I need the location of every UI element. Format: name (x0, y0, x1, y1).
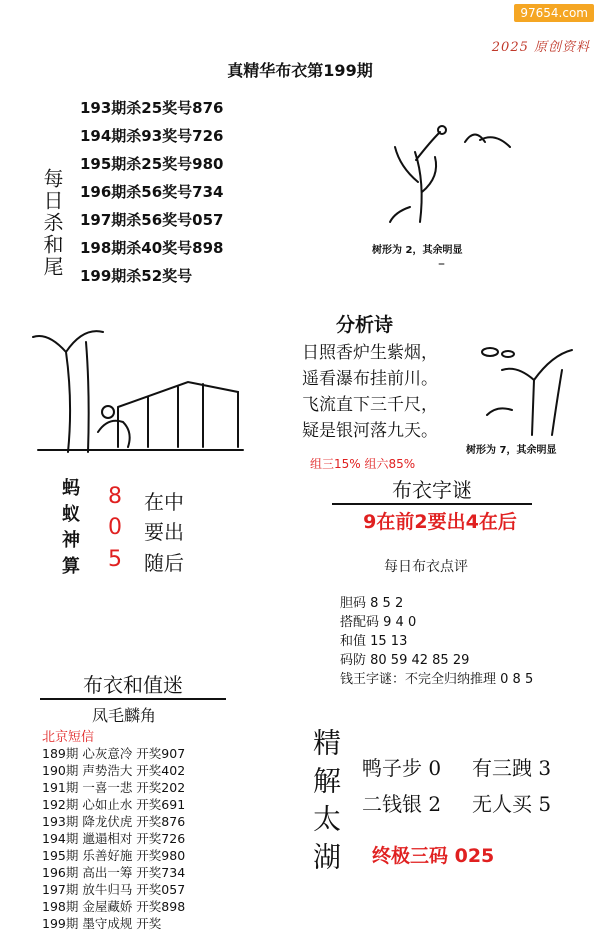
history-row: 189期 心灰意冷 开奖907 (42, 746, 186, 761)
poem-line: 飞流直下三千尺， (302, 395, 438, 415)
history-row: 192期 心如止水 开奖691 (42, 797, 186, 812)
history-row: 197期 放牛归马 开奖057 (42, 882, 186, 897)
ant-number: 0 (108, 515, 122, 540)
tree-caption-1: 树形为 2，其余明显 (372, 245, 463, 256)
tree-sketch-1 (380, 112, 520, 232)
tree-caption-1-mark: – (438, 256, 445, 272)
history-row: 198期 金屋藏娇 开奖898 (42, 899, 186, 914)
review-title: 每日布衣点评 (384, 559, 468, 575)
review-line: 搭配码 9 4 0 (340, 615, 417, 630)
kill-line: 196期杀56奖号734 (80, 183, 224, 201)
ant-label: 算 (62, 556, 80, 577)
sum-riddle-title: 布衣和值迷 (40, 669, 226, 700)
history-row: 199期 墨守成规 开奖 (42, 916, 162, 931)
pair-item: 有三跩 3 (472, 756, 552, 780)
poem-line: 日照香炉生紫烟， (302, 343, 438, 363)
ant-number: 5 (108, 547, 122, 572)
history-row: 191期 一喜一悲 开奖202 (42, 780, 186, 795)
kill-line: 197期杀56奖号057 (80, 211, 224, 229)
ant-label: 蚁 (62, 504, 80, 525)
ant-label: 神 (62, 530, 80, 551)
jing-label: 精解太湖 (309, 728, 342, 880)
ant-number: 8 (108, 484, 122, 509)
ant-text: 在中 (144, 490, 184, 514)
riddle-line: 9在前2要出4在后 (363, 511, 517, 533)
history-row: 195期 乐善好施 开奖980 (42, 848, 186, 863)
history-row: 190期 声势浩大 开奖402 (42, 763, 186, 778)
farm-sketch (28, 322, 248, 462)
site-badge[interactable]: 97654.com (514, 4, 594, 22)
ant-text: 随后 (144, 551, 184, 575)
pair-item: 二钱银 2 (362, 792, 442, 816)
poem-line: 疑是银河落九天。 (302, 421, 438, 441)
tree-caption-2: 树形为 7，其余明显 (466, 445, 557, 456)
daily-kill-label: 每日杀和尾 (40, 168, 64, 278)
history-row: 196期 高出一筹 开奖734 (42, 865, 186, 880)
kill-line: 198期杀40奖号898 (80, 239, 224, 257)
kill-line: 194期杀93奖号726 (80, 127, 224, 145)
page-title: 真精华布衣第199期 (227, 61, 373, 80)
final-three: 终极三码 025 (372, 845, 495, 867)
history-row: 194期 邋遢相对 开奖726 (42, 831, 186, 846)
review-line: 和值 15 13 (340, 634, 408, 649)
ant-label: 蚂 (62, 478, 80, 499)
tree-sketch-2 (472, 330, 592, 440)
beijing-label: 北京短信 (42, 730, 95, 745)
kill-line: 195期杀25奖号980 (80, 155, 224, 173)
group-stat: 组三15% 组六85% (310, 457, 416, 471)
ant-text: 要出 (144, 520, 184, 544)
poem-title: 分析诗 (336, 314, 394, 336)
kill-line: 199期杀52奖号 (80, 267, 193, 285)
review-line: 胆码 8 5 2 (340, 596, 404, 611)
pair-item: 鸭子步 0 (362, 756, 442, 780)
pair-item: 无人买 5 (472, 792, 552, 816)
sum-riddle-answer: 凤毛麟角 (92, 706, 157, 725)
review-line: 钱王字谜：不完全归纳推理 0 8 5 (340, 672, 534, 687)
history-row: 193期 降龙伏虎 开奖876 (42, 814, 186, 829)
brand-mark: 2025 原创资料 (491, 40, 590, 55)
riddle-title: 布衣字谜 (332, 474, 532, 505)
review-line: 码防 80 59 42 85 29 (340, 653, 470, 668)
kill-line: 193期杀25奖号876 (80, 99, 224, 117)
poem-line: 遥看瀑布挂前川。 (302, 369, 438, 389)
